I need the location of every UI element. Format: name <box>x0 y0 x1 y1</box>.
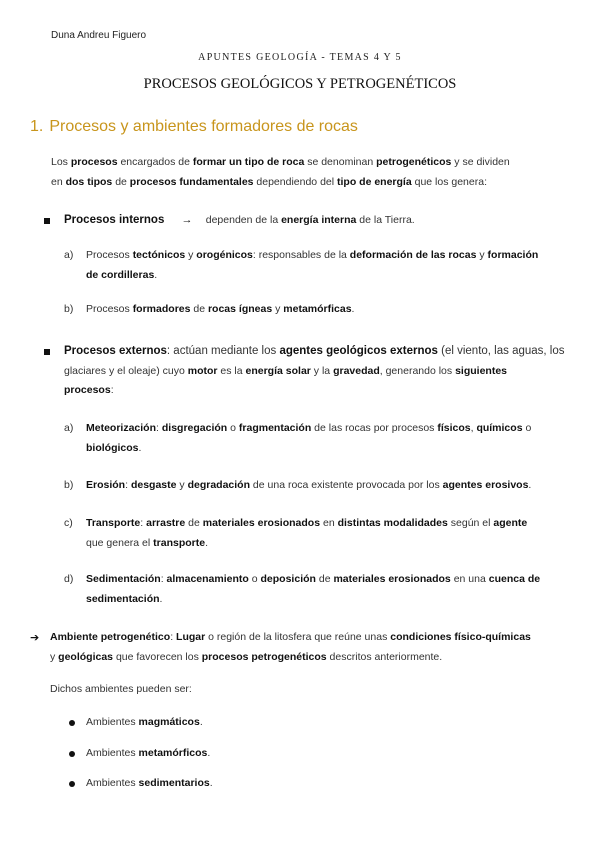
ambiente-item <box>86 713 203 733</box>
list-item-line <box>86 266 538 286</box>
document-subject: APUNTES GEOLOGÍA - TEMAS 4 Y 5 <box>198 52 402 63</box>
externos-item-d <box>86 570 540 609</box>
externos-paragraph <box>64 342 565 401</box>
ambiente-line <box>50 648 531 668</box>
bold-text: materiales erosionados <box>202 517 321 529</box>
bold-text: procesos petrogenéticos <box>201 650 327 663</box>
bold-text: cuenca de <box>488 573 541 585</box>
text-run: de las rocas por procesos <box>311 422 438 434</box>
list-item-line <box>86 439 531 459</box>
externos-item-a <box>86 419 531 458</box>
externos-line <box>64 381 565 401</box>
text-run: Procesos <box>86 303 133 315</box>
list-letter: b) <box>64 303 74 315</box>
externos-item-c <box>86 514 527 553</box>
bold-text: petrogenéticos <box>376 156 452 168</box>
list-item-line <box>86 590 540 610</box>
square-bullet-icon <box>44 349 50 355</box>
text-run: en <box>51 175 66 188</box>
internos-item-a <box>86 246 538 285</box>
bold-text: Erosión <box>86 479 126 491</box>
text-run: y <box>176 479 188 491</box>
text-run: que favorecen los <box>113 650 202 663</box>
text-run: . <box>159 592 163 605</box>
bold-text: procesos fundamentales <box>129 175 254 188</box>
square-bullet-icon <box>44 218 50 224</box>
bold-text: de cordilleras <box>86 268 155 281</box>
section-title: Procesos y ambientes formadores de rocas <box>49 118 358 135</box>
bold-text: Procesos externos <box>64 345 167 357</box>
bold-text: deformación de las rocas <box>349 249 477 261</box>
bold-text: transporte <box>153 536 206 549</box>
text-run: : <box>125 479 131 491</box>
bold-text: formar un tipo de roca <box>192 156 305 168</box>
bold-text: sedimentación <box>86 592 160 605</box>
externos-line <box>64 362 565 382</box>
bold-text: tipo de energía <box>337 175 412 188</box>
text-run: de la Tierra. <box>356 214 415 226</box>
text-run: , generando los <box>379 364 456 377</box>
bold-text: energía solar <box>245 364 311 377</box>
bold-text: tectónicos <box>132 249 186 261</box>
text-run: : <box>140 517 147 529</box>
document-title: PROCESOS GEOLÓGICOS Y PETROGENÉTICOS <box>143 76 457 92</box>
bold-text: Sedimentación <box>86 573 161 585</box>
text-run: . <box>209 777 213 789</box>
text-run: . <box>199 716 203 728</box>
internos-description <box>206 214 415 226</box>
arrow-bullet-icon: ➔ <box>30 632 40 644</box>
text-run: y <box>50 650 59 663</box>
bold-text: siguientes <box>455 364 507 377</box>
bold-text: geológicas <box>58 650 114 663</box>
section-number: 1. <box>30 118 44 135</box>
list-item-line <box>86 570 540 590</box>
bold-text: desgaste <box>130 479 177 491</box>
bullet-icon <box>69 781 75 787</box>
text-run: Los <box>51 156 71 168</box>
text-run: y se dividen <box>451 156 510 168</box>
text-run: de una roca existente provocada por los <box>250 479 443 491</box>
ambiente-item <box>86 774 213 794</box>
text-run: dependen de la <box>205 214 282 226</box>
text-run: en <box>320 517 338 529</box>
bold-text: rocas ígneas <box>207 303 273 315</box>
bold-text: energía interna <box>281 214 357 226</box>
ambiente-paragraph <box>50 628 531 667</box>
bold-text: metamórficos <box>138 747 208 759</box>
text-run: en una <box>450 573 489 585</box>
bold-text: almacenamiento <box>166 573 249 585</box>
externos-item-b <box>86 476 531 496</box>
ambiente-line <box>50 628 531 648</box>
bold-text: materiales erosionados <box>333 573 451 585</box>
bold-text: formación <box>487 249 539 261</box>
text-run: Ambientes <box>86 747 139 759</box>
text-run: : <box>160 573 167 585</box>
list-letter: a) <box>64 422 74 434</box>
section-heading <box>30 118 358 136</box>
text-run: de <box>190 303 208 315</box>
list-letter: d) <box>64 573 74 585</box>
text-run: (el viento, las aguas, los <box>437 345 565 357</box>
bold-text: metamórficas <box>283 303 352 315</box>
text-run: : responsables de la <box>252 249 350 261</box>
bullet-icon <box>69 720 75 726</box>
bold-text: procesos <box>64 384 111 396</box>
text-run: que los genera: <box>411 175 487 188</box>
bold-text: distintas modalidades <box>337 517 448 529</box>
list-item-line <box>86 300 354 320</box>
text-run: : <box>110 384 114 396</box>
bold-text: Meteorización <box>86 422 157 434</box>
list-letter: c) <box>64 517 73 529</box>
ambiente-lead: Dichos ambientes pueden ser: <box>50 683 192 695</box>
text-run: de <box>112 175 130 188</box>
bold-text: agentes geológicos externos <box>279 345 438 357</box>
bold-text: fragmentación <box>238 422 312 434</box>
text-run: . <box>207 747 211 759</box>
bold-text: Ambiente petrogenético <box>50 631 171 643</box>
text-run: : actúan mediante los <box>166 345 280 357</box>
bold-text: motor <box>187 364 218 377</box>
bold-text: físicos <box>437 422 471 434</box>
ambiente-item <box>86 744 210 764</box>
bold-text: magmáticos <box>138 716 200 728</box>
bold-text: condiciones físico-químicas <box>390 631 531 643</box>
text-run: es la <box>217 364 246 377</box>
text-run: se denominan <box>304 156 377 168</box>
bold-text: orogénicos <box>196 249 253 261</box>
bullet-icon <box>69 751 75 757</box>
internos-label: Procesos internos <box>64 214 165 226</box>
text-run: . <box>205 536 208 549</box>
bold-text: Lugar <box>176 631 206 643</box>
text-run: y la <box>310 364 334 377</box>
text-run: , <box>470 422 477 434</box>
text-run: dependiendo del <box>253 175 337 188</box>
text-run: . <box>154 268 158 281</box>
list-item-line <box>86 476 531 496</box>
bold-text: gravedad <box>333 364 380 377</box>
intro-line <box>51 173 510 193</box>
text-run: descritos anteriormente. <box>326 650 443 663</box>
bold-text: agentes erosivos <box>442 479 529 491</box>
text-run: . <box>138 441 142 454</box>
bold-text: degradación <box>187 479 250 491</box>
text-run: encargados de <box>117 156 193 168</box>
text-run: o <box>248 573 261 585</box>
text-run: que genera el <box>86 536 154 549</box>
intro-line <box>51 153 510 173</box>
list-item-line <box>86 419 531 439</box>
list-letter: b) <box>64 479 74 491</box>
internos-item-b <box>86 300 354 320</box>
text-run: y <box>272 303 284 315</box>
bold-text: químicos <box>476 422 523 434</box>
bold-text: arrastre <box>146 517 186 529</box>
text-run: : <box>156 422 162 434</box>
right-arrow-icon: → <box>181 214 193 226</box>
bold-text: dos tipos <box>65 175 113 188</box>
bold-text: Transporte <box>86 517 141 529</box>
text-run: glaciares y el oleaje) cuyo <box>64 364 188 377</box>
bold-text: sedimentarios <box>138 777 210 789</box>
bold-text: disgregación <box>161 422 228 434</box>
bold-text: biológicos <box>86 441 139 454</box>
text-run: Ambientes <box>86 716 139 728</box>
text-run: Ambientes <box>86 777 139 789</box>
list-item-line <box>86 514 527 534</box>
text-run: de <box>315 573 334 585</box>
text-run: o <box>522 422 532 434</box>
bold-text: formadores <box>132 303 191 315</box>
text-run: . <box>528 479 532 491</box>
text-run: . <box>351 303 355 315</box>
text-run: Procesos <box>86 249 133 261</box>
text-run: : <box>170 631 177 643</box>
text-run: o región de la litosfera que reúne unas <box>205 631 391 643</box>
bold-text: agente <box>493 517 528 529</box>
intro-paragraph <box>51 153 510 192</box>
bold-text: deposición <box>260 573 316 585</box>
externos-line <box>64 342 565 362</box>
text-run: según el <box>447 517 494 529</box>
bold-text: procesos <box>70 156 118 168</box>
internos-heading <box>64 211 415 231</box>
list-item-line <box>86 534 527 554</box>
text-run: y <box>476 249 488 261</box>
author-name: Duna Andreu Figuero <box>51 30 147 41</box>
text-run: y <box>185 249 197 261</box>
text-run: de <box>185 517 203 529</box>
text-run: o <box>227 422 239 434</box>
list-item-line <box>86 246 538 266</box>
list-letter: a) <box>64 249 74 261</box>
